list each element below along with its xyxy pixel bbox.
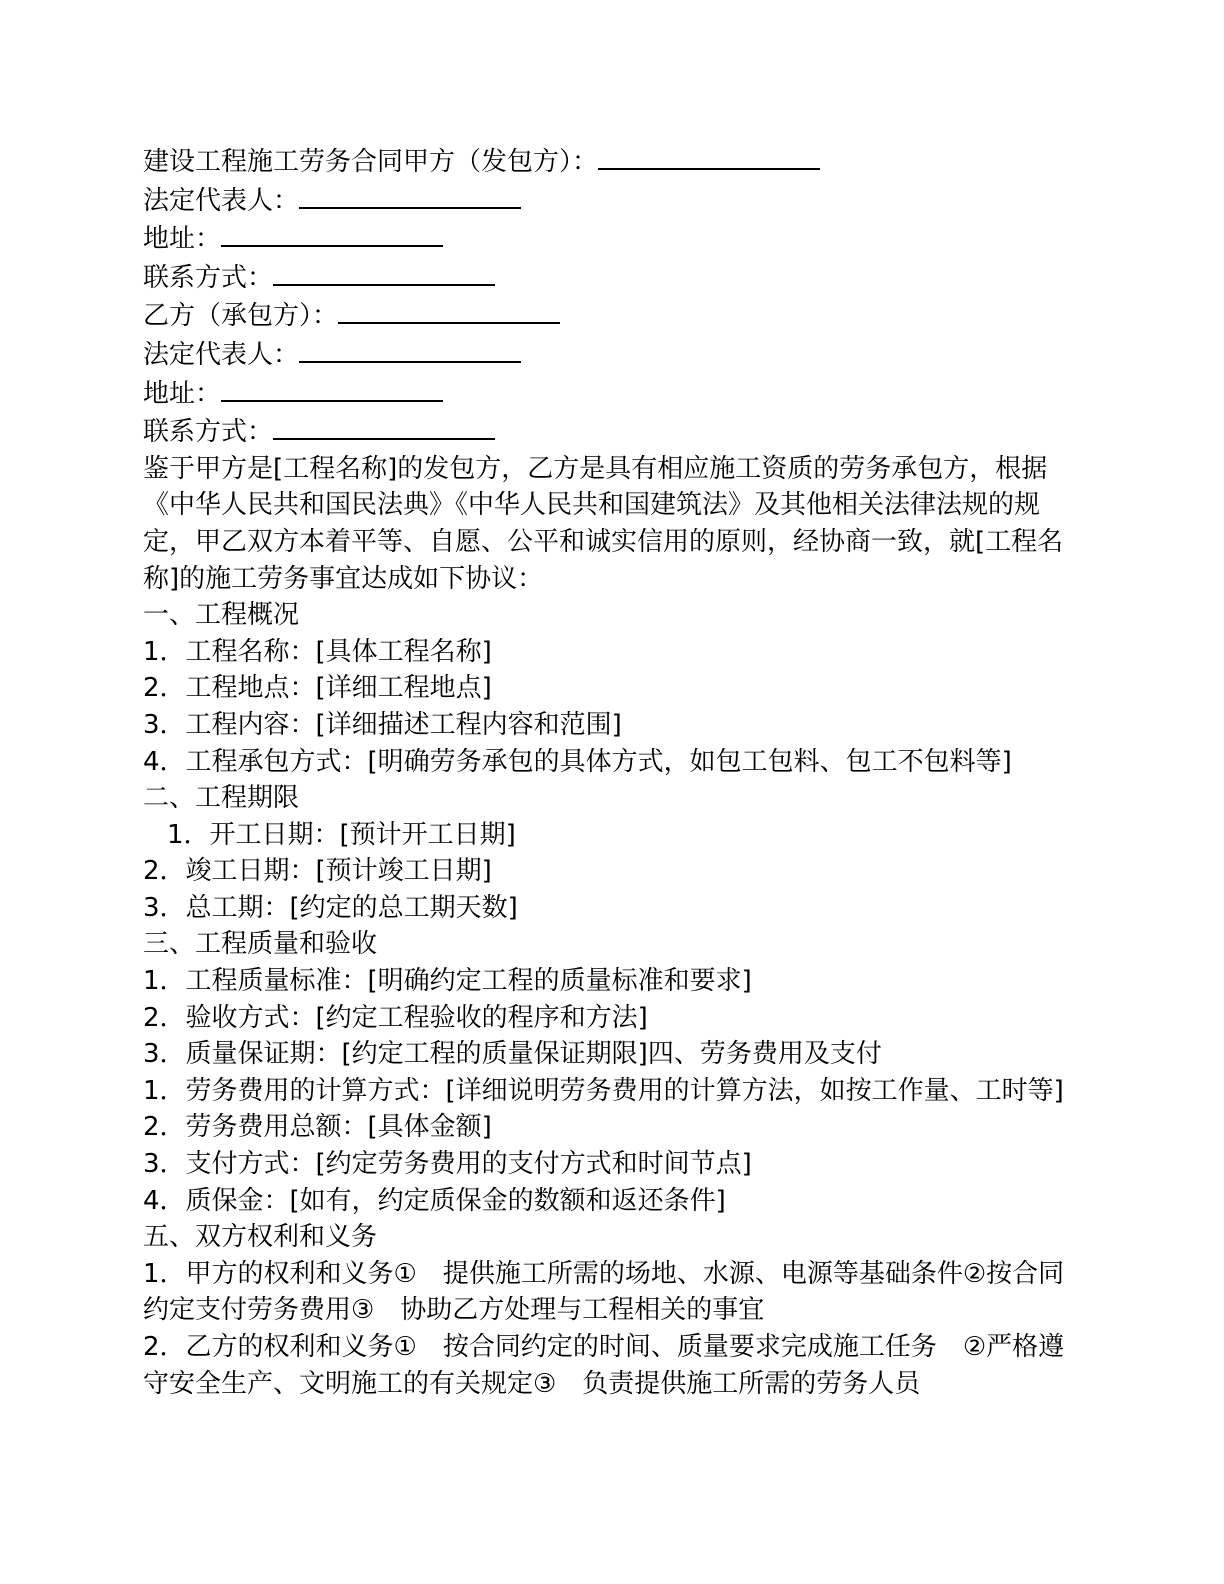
party-a-rep-blank [299, 181, 521, 209]
section-3-item-2: 2．验收方式：[约定工程验收的程序和方法] [143, 1002, 648, 1033]
section-5-item-1: 1．甲方的权利和义务① 提供施工所需的场地、水源、电源等基础条件②按合同约定支付劳务费用③ 协助乙方处理与工程相关的事宜 [143, 1258, 1065, 1326]
section-4-item-2: 2．劳务费用总额：[具体金额] [143, 1112, 492, 1143]
section-5-item-2: 2．乙方的权利和义务① 按合同约定的时间、质量要求完成施工任务 ②严格遵守安全生产、文明施工的有关规定③ 负责提供施工所需的劳务人员 [143, 1332, 1065, 1399]
party-a-contact-blank [273, 258, 495, 286]
section-1-item-1: 1．工程名称：[具体工程名称] [143, 636, 492, 667]
section-1-item-3: 3．工程内容：[详细描述工程内容和范围] [143, 709, 622, 740]
party-a-blank [598, 142, 820, 170]
party-b-rep-blank [299, 335, 521, 363]
party-b-rep-label: 法定代表人： [143, 339, 300, 370]
section-4-item-3: 3．支付方式：[约定劳务费用的支付方式和时间节点] [143, 1149, 752, 1180]
section-1-title: 一、工程概况 [143, 600, 300, 631]
party-b-rep-line [143, 335, 1083, 374]
section-3-item-3: 3．质量保证期：[约定工程的质量保证期限]四、劳务费用及支付 [143, 1039, 882, 1070]
section-2-title: 二、工程期限 [143, 783, 300, 814]
party-b-line [143, 296, 1083, 335]
party-b-label: 乙方（承包方）： [143, 301, 339, 332]
section-4-item-4: 4．质保金：[如有，约定质保金的数额和返还条件] [143, 1185, 726, 1216]
party-b-contact-line [143, 412, 1083, 451]
party-b-addr-line [143, 374, 1083, 413]
party-b-addr-blank [221, 374, 443, 402]
party-a-line [143, 142, 1083, 181]
section-2-item-2: 2．竣工日期：[预计竣工日期] [143, 856, 492, 887]
preamble-paragraph: 鉴于甲方是[工程名称]的发包方，乙方是具有相应施工资质的劳务承包方，根据《中华人民共和国民法典》《中华人民共和国建筑法》及其他相关法律法规的规定，甲乙双方本着平等、自愿、公平和诚实信用的原则，经协商一致，就[工程名称]的施工劳务事宜达成如下协议： [143, 453, 1064, 594]
party-b-contact-label: 联系方式： [143, 417, 274, 448]
section-3-item-1: 1．工程质量标准：[明确约定工程的质量标准和要求] [143, 966, 752, 997]
party-a-addr-label: 地址： [143, 224, 222, 255]
party-a-addr-line [143, 219, 1083, 258]
party-a-rep-line [143, 181, 1083, 220]
section-4-item-1: 1．劳务费用的计算方式：[详细说明劳务费用的计算方法，如按工作量、工时等] [143, 1075, 1064, 1106]
party-b-blank [338, 296, 560, 324]
party-a-rep-label: 法定代表人： [143, 185, 300, 216]
section-2-item-3: 3．总工期：[约定的总工期天数] [143, 892, 518, 923]
section-5-title: 五、双方权利和义务 [143, 1222, 378, 1253]
party-b-contact-blank [273, 412, 495, 440]
party-b-addr-label: 地址： [143, 378, 222, 409]
party-a-addr-blank [221, 219, 443, 247]
section-3-title: 三、工程质量和验收 [143, 929, 378, 960]
section-1-item-2: 2．工程地点：[详细工程地点] [143, 673, 492, 704]
section-1-item-4: 4．工程承包方式：[明确劳务承包的具体方式，如包工包料、包工不包料等] [143, 746, 1012, 777]
party-a-label: 建设工程施工劳务合同甲方（发包方）： [143, 147, 599, 177]
party-a-contact-line [143, 258, 1083, 297]
section-2-item-1: 1．开工日期：[预计开工日期] [167, 819, 516, 850]
contract-document [143, 142, 1083, 1402]
party-a-contact-label: 联系方式： [143, 262, 274, 293]
